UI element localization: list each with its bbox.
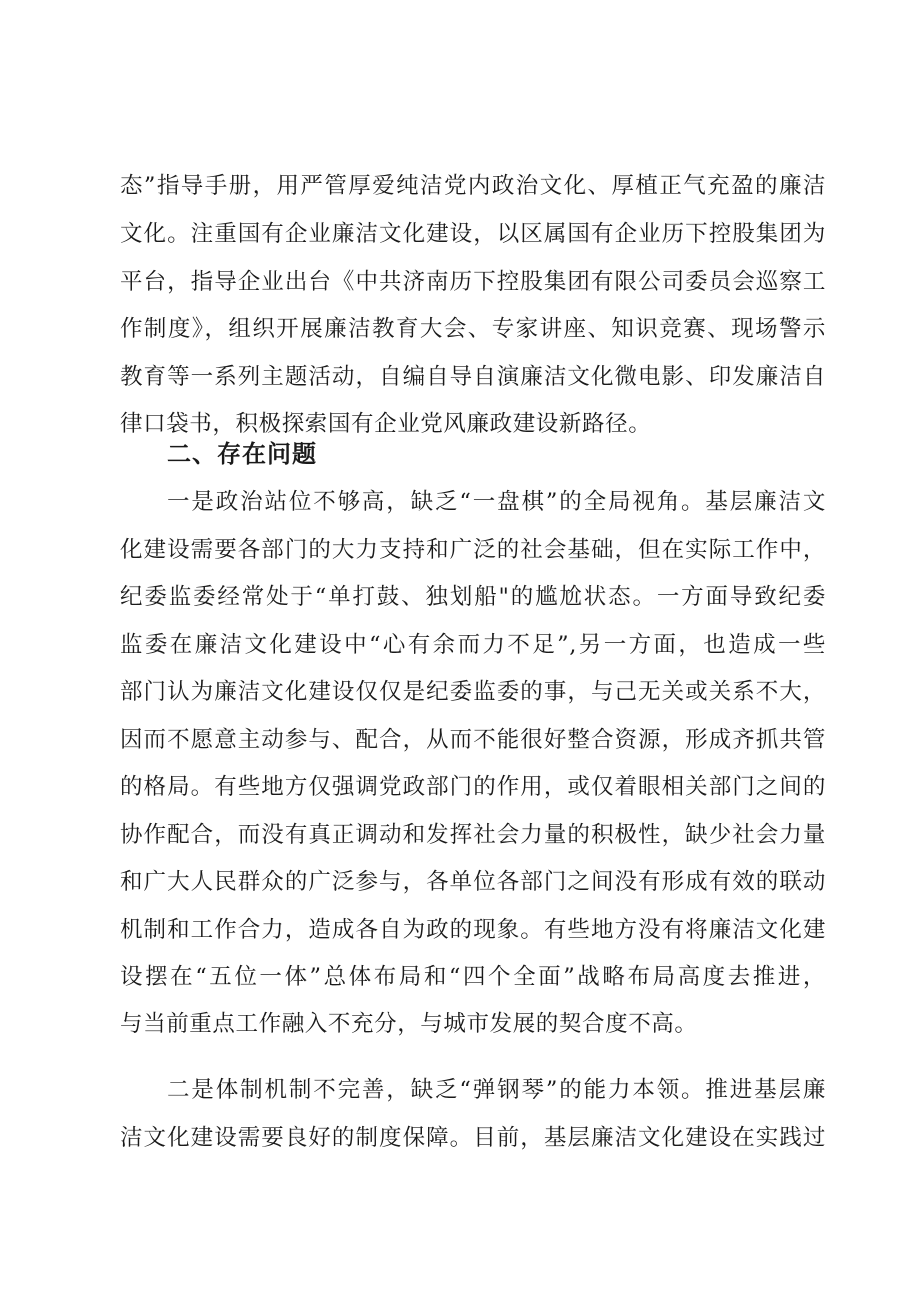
text-line: 律口袋书，积极探索国有企业党风廉政建设新路径。 bbox=[120, 411, 652, 437]
text-line: 设摆在“五位一体”总体布局和“四个全面”战略布局高度去推进， bbox=[120, 964, 826, 990]
text-line: 二是体制机制不完善，缺乏“弹钢琴”的能力本领。推进基层廉 bbox=[167, 1077, 826, 1103]
text-line: 部门认为廉洁文化建设仅仅是纪委监委的事，与己无关或关系不大， bbox=[120, 679, 826, 705]
text-line: 因而不愿意主动参与、配合，从而不能很好整合资源，形成齐抓共管 bbox=[120, 727, 826, 753]
text-line: 协作配合，而没有真正调动和发挥社会力量的积极性，缺少社会力量 bbox=[120, 822, 826, 848]
text-line: 机制和工作合力，造成各自为政的现象。有些地方没有将廉洁文化建 bbox=[120, 917, 826, 943]
text-line: 文化。注重国有企业廉洁文化建设，以区属国有企业历下控股集团为 bbox=[120, 221, 826, 247]
text-line: 洁文化建设需要良好的制度保障。目前，基层廉洁文化建设在实践过 bbox=[120, 1125, 826, 1151]
text-line: 作制度》，组织开展廉洁教育大会、专家讲座、知识竞赛、现场警示 bbox=[120, 316, 826, 342]
text-line: 平台，指导企业出台《中共济南历下控股集团有限公司委员会巡察工 bbox=[120, 269, 826, 295]
text-line: 一是政治站位不够高，缺乏“一盘棋”的全局视角。基层廉洁文 bbox=[167, 489, 826, 515]
text-line: 化建设需要各部门的大力支持和广泛的社会基础，但在实际工作中， bbox=[120, 537, 826, 563]
text-line: 教育等一系列主题活动，自编自导自演廉洁文化微电影、印发廉洁自 bbox=[120, 364, 826, 390]
text-line: 和广大人民群众的广泛参与，各单位各部门之间没有形成有效的联动 bbox=[120, 869, 826, 895]
text-line: 态”指导手册，用严管厚爱纯洁党内政治文化、厚植正气充盈的廉洁 bbox=[120, 173, 826, 199]
section-heading: 二、存在问题 bbox=[167, 440, 317, 468]
text-line: 与当前重点工作融入不充分，与城市发展的契合度不高。 bbox=[120, 1011, 698, 1037]
text-line: 的格局。有些地方仅强调党政部门的作用，或仅着眼相关部门之间的 bbox=[120, 774, 826, 800]
text-line: 纪委监委经常处于“单打鼓、独划船"的尴尬状态。一方面导致纪委 bbox=[120, 584, 826, 610]
text-line: 监委在廉洁文化建设中“心有余而力不足”,另一方面，也造成一些 bbox=[120, 632, 826, 658]
